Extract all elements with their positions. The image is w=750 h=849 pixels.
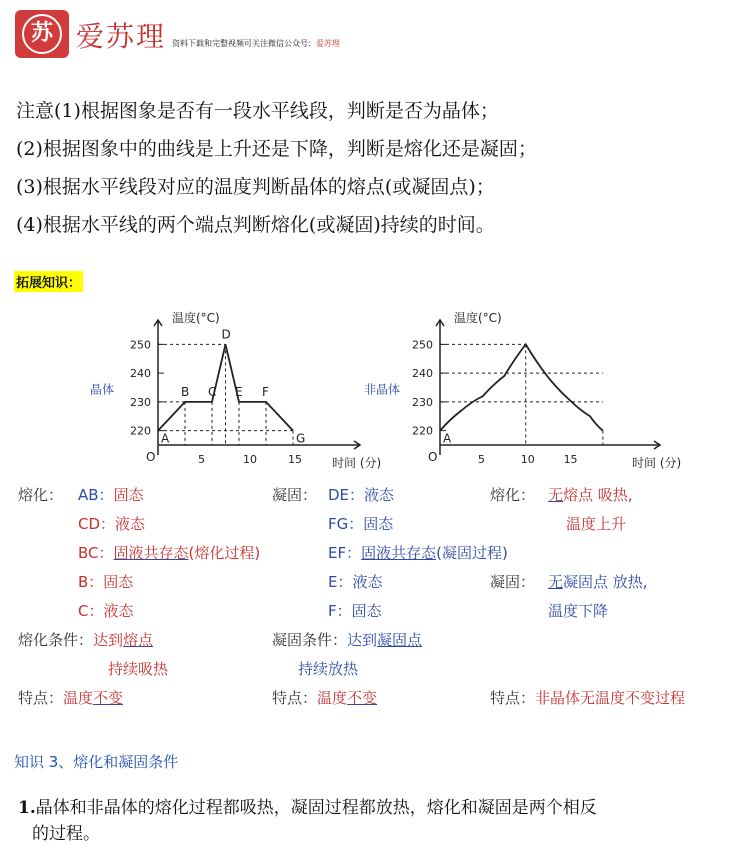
y-tick-label: 230 bbox=[130, 395, 151, 409]
melting-extra-2: (熔化过程) bbox=[188, 544, 261, 562]
solid-cond-key: 凝固点 bbox=[377, 631, 423, 649]
solid-row-3 bbox=[272, 568, 508, 597]
section-title: 知识 3、熔化和凝固条件 bbox=[14, 753, 179, 771]
amorph-solid-label: 凝固： bbox=[490, 573, 536, 591]
brand-title: 爱苏理 bbox=[76, 20, 167, 53]
solid-val-1: 固态 bbox=[363, 515, 394, 533]
paragraph-text-1: 晶体和非晶体的熔化过程都吸热，凝固过程都放热，熔化和凝固是两个相反 bbox=[35, 798, 597, 818]
amorph-solid-key: 无 bbox=[548, 573, 564, 591]
solid-feat-row bbox=[272, 684, 508, 713]
melting-val-1: 液态 bbox=[115, 515, 146, 533]
solid-val-3: 液态 bbox=[352, 573, 383, 591]
solid-row-1 bbox=[272, 510, 508, 539]
point-label: F bbox=[262, 384, 269, 399]
solid-cond-pre: 达到 bbox=[347, 631, 378, 649]
section-paragraph bbox=[18, 795, 718, 847]
x-tick-label: 10 bbox=[520, 453, 535, 466]
amorph-column bbox=[490, 481, 685, 713]
amorph-melt-2: 温度上升 bbox=[566, 515, 627, 533]
solid-column bbox=[272, 481, 508, 713]
solid-key-0: DE： bbox=[328, 486, 365, 504]
y-axis-label: 温度(°C) bbox=[454, 311, 502, 325]
solid-val-0: 液态 bbox=[364, 486, 395, 504]
paragraph-text-2: 的过程。 bbox=[32, 824, 100, 844]
solid-cond-row bbox=[272, 626, 508, 655]
melting-feat-label: 特点： bbox=[18, 689, 64, 707]
notes-block bbox=[16, 92, 736, 244]
point-label: C bbox=[208, 384, 217, 399]
amorph-spacer-2 bbox=[490, 626, 685, 684]
amorph-solid-2: 温度下降 bbox=[548, 602, 609, 620]
melting-cond-pre: 达到 bbox=[93, 631, 124, 649]
melting-key-3: B： bbox=[78, 573, 104, 591]
melting-cond2: 持续吸热 bbox=[108, 660, 169, 678]
note-line-3: (3)根据水平线段对应的温度判断晶体的熔点(或凝固点)； bbox=[16, 176, 495, 198]
header-note-brand: 爱苏理 bbox=[316, 39, 340, 48]
melting-column bbox=[18, 481, 260, 713]
amorph-solid-row bbox=[490, 568, 685, 597]
solid-key-2: EF： bbox=[328, 544, 362, 562]
x-tick-label: 15 bbox=[288, 453, 302, 466]
melting-feat-row bbox=[18, 684, 260, 713]
header-note-prefix: 资料下载和完整视频可关注微信公众号： bbox=[172, 39, 316, 48]
melting-row-1 bbox=[18, 510, 260, 539]
solid-val-2: 固液共存态 bbox=[361, 544, 437, 562]
point-label: A bbox=[161, 431, 170, 446]
melting-feat-pre: 温度 bbox=[63, 689, 94, 707]
amorph-melt-rest: 熔点 吸热, bbox=[563, 486, 633, 504]
series-line bbox=[440, 344, 603, 430]
amorph-spacer bbox=[490, 539, 685, 568]
solid-feat-pre: 温度 bbox=[317, 689, 348, 707]
amorph-melt2-row bbox=[490, 510, 685, 539]
chart-title: 非晶体 bbox=[364, 382, 401, 397]
melting-val-2: 固液共存态 bbox=[113, 544, 189, 562]
y-tick-label: 230 bbox=[412, 395, 433, 409]
solid-cond2: 持续放热 bbox=[298, 660, 359, 678]
amorphous-chart bbox=[360, 300, 682, 475]
solid-row-4 bbox=[272, 597, 508, 626]
x-tick-label: 5 bbox=[198, 453, 205, 466]
x-tick-label: 15 bbox=[563, 453, 578, 466]
crystal-chart bbox=[90, 300, 380, 475]
melting-cond-label: 熔化条件： bbox=[18, 631, 94, 649]
point-label: B bbox=[181, 384, 190, 399]
solid-label: 凝固： bbox=[272, 486, 318, 504]
melting-key-1: CD： bbox=[78, 515, 116, 533]
melting-key-0: AB： bbox=[78, 486, 114, 504]
melting-val-3: 固态 bbox=[103, 573, 134, 591]
point-label: E bbox=[235, 384, 243, 399]
solid-key-4: F： bbox=[328, 602, 352, 620]
origin-label: O bbox=[428, 450, 438, 464]
x-tick-label: 10 bbox=[243, 453, 257, 466]
note-line-4: (4)根据水平线的两个端点判断熔化(或凝固)持续的时间。 bbox=[16, 214, 495, 236]
y-tick-label: 240 bbox=[412, 367, 433, 381]
note-line-2: (2)根据图象中的曲线是上升还是下降，判断是熔化还是凝固； bbox=[16, 138, 537, 160]
amorph-feat-label: 特点： bbox=[490, 689, 536, 707]
logo-glyph: 苏 bbox=[22, 14, 62, 54]
amorph-melt-key: 无 bbox=[548, 486, 564, 504]
solid-feat-label: 特点： bbox=[272, 689, 318, 707]
y-tick-label: 250 bbox=[412, 338, 433, 352]
solid-row-0 bbox=[272, 481, 508, 510]
melting-feat-key: 不变 bbox=[93, 689, 124, 707]
y-axis-label: 温度(°C) bbox=[172, 311, 220, 325]
melting-cond-key: 熔点 bbox=[123, 631, 154, 649]
melting-val-4: 液态 bbox=[103, 602, 134, 620]
paragraph-num: 1. bbox=[18, 798, 36, 818]
point-label: A bbox=[443, 431, 452, 446]
solid-cond-label: 凝固条件： bbox=[272, 631, 348, 649]
chart-title: 晶体 bbox=[90, 382, 115, 397]
y-tick-label: 240 bbox=[130, 367, 151, 381]
x-axis-label: 时间 (分) bbox=[632, 456, 682, 470]
note-text-1: (1)根据图象是否有一段水平线段，判断是否为晶体； bbox=[54, 100, 499, 122]
solid-cond2-row bbox=[272, 655, 508, 684]
amorph-feat-row bbox=[490, 684, 685, 713]
melting-label: 熔化： bbox=[18, 486, 64, 504]
point-label: G bbox=[296, 431, 306, 446]
y-tick-label: 220 bbox=[412, 424, 433, 438]
point-label: D bbox=[221, 327, 231, 342]
melting-row-2 bbox=[18, 539, 260, 568]
solid-row-2 bbox=[272, 539, 508, 568]
y-tick-label: 250 bbox=[130, 338, 151, 352]
melting-val-0: 固态 bbox=[113, 486, 144, 504]
melting-row-3 bbox=[18, 568, 260, 597]
x-axis-label: 时间 (分) bbox=[332, 456, 382, 470]
amorph-melt-label: 熔化： bbox=[490, 486, 536, 504]
melting-key-2: BC： bbox=[78, 544, 114, 562]
note-tag: 注意 bbox=[16, 92, 54, 130]
melting-cond-row bbox=[18, 626, 260, 655]
melting-row-0 bbox=[18, 481, 260, 510]
amorph-melt-row bbox=[490, 481, 685, 510]
amorph-solid-rest: 凝固点 放热, bbox=[563, 573, 648, 591]
x-tick-label: 5 bbox=[477, 453, 485, 466]
melting-key-4: C： bbox=[78, 602, 104, 620]
solid-key-1: FG： bbox=[328, 515, 364, 533]
logo bbox=[15, 10, 69, 58]
solid-extra-2: (凝固过程) bbox=[436, 544, 508, 562]
melting-row-4 bbox=[18, 597, 260, 626]
melting-cond2-row bbox=[18, 655, 260, 684]
expand-knowledge-label: 拓展知识： bbox=[14, 271, 83, 292]
amorph-feat-val: 非晶体无温度不变过程 bbox=[535, 689, 686, 707]
solid-val-4: 固态 bbox=[351, 602, 382, 620]
y-tick-label: 220 bbox=[130, 424, 151, 438]
paragraph-line-1 bbox=[18, 795, 718, 821]
header-note bbox=[172, 38, 340, 49]
note-line-1 bbox=[16, 92, 736, 130]
amorph-solid2-row bbox=[490, 597, 685, 626]
solid-feat-key: 不变 bbox=[347, 689, 378, 707]
origin-label: O bbox=[146, 450, 156, 464]
solid-key-3: E： bbox=[328, 573, 353, 591]
